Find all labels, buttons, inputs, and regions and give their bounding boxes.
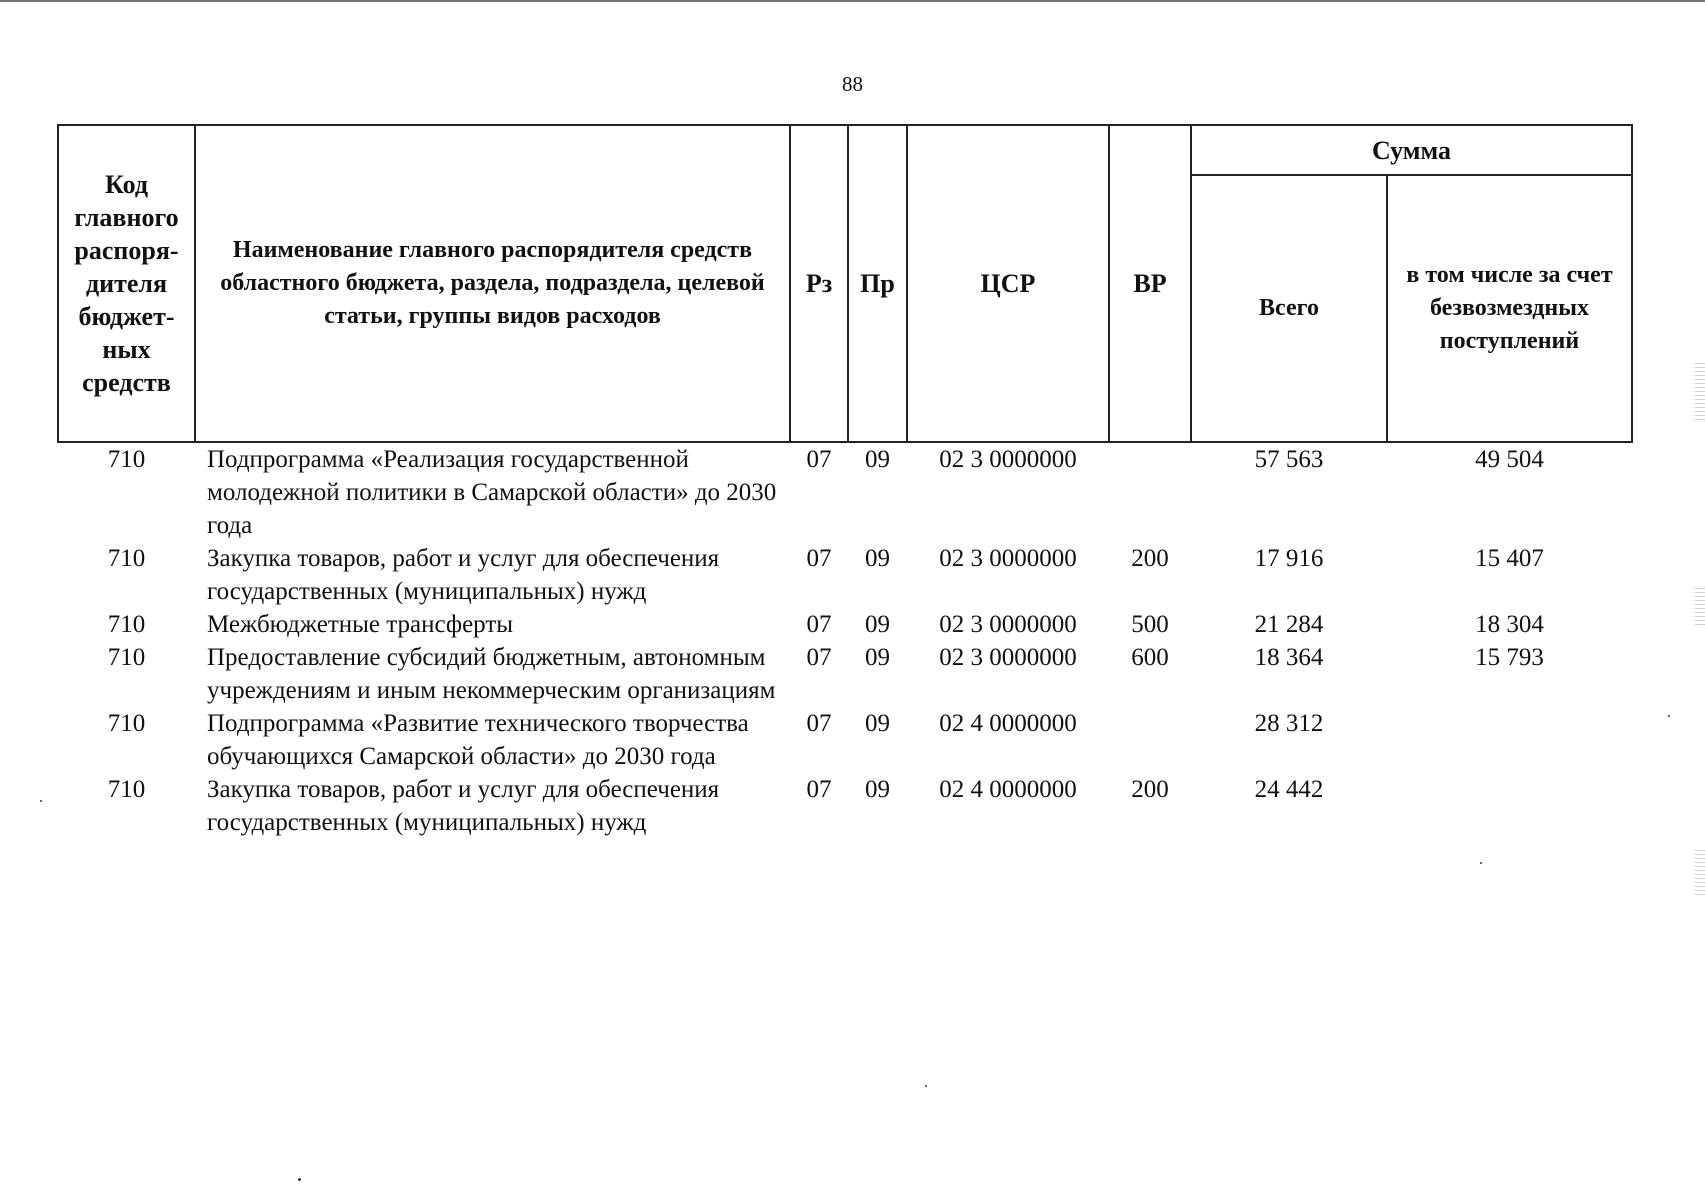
cell-pr: 09 <box>865 710 890 737</box>
cell-free <box>1387 707 1632 773</box>
scan-speck <box>40 800 42 802</box>
scan-edge-noise <box>1695 585 1705 625</box>
cell-code: 710 <box>107 644 146 671</box>
cell-code: 710 <box>107 710 146 737</box>
scan-speck <box>1668 715 1670 717</box>
header-row-top <box>58 125 1632 175</box>
cell-code: 710 <box>107 611 146 638</box>
cell-rz: 07 <box>806 611 832 638</box>
cell-free: 15 407 <box>1475 545 1544 572</box>
cell-rz: 07 <box>806 446 832 473</box>
cell-code: 710 <box>107 446 146 473</box>
cell-name: Подпрограмма «Развитие технического творчества обучающихся Самарской области» до 2030 года <box>207 710 749 770</box>
cell-vr: 200 <box>1131 545 1169 572</box>
page-number: 88 <box>842 72 863 96</box>
cell-name: Межбюджетные трансферты <box>207 611 514 638</box>
cell-pr: 09 <box>865 611 890 638</box>
cell-total: 57 563 <box>1254 446 1324 473</box>
cell-csr: 02 4 0000000 <box>939 776 1077 803</box>
cell-rz: 07 <box>806 545 832 572</box>
table-body <box>58 442 1632 839</box>
cell-pr: 09 <box>865 776 890 803</box>
table-row <box>58 542 1632 608</box>
table-row <box>58 773 1632 839</box>
header-free: в том числе за счет безвозмездных поступлений <box>1387 175 1632 442</box>
cell-name: Закупка товаров, работ и услуг для обеспечения государственных (муниципальных) нужд <box>207 776 720 836</box>
table-header <box>58 125 1632 442</box>
cell-rz: 07 <box>806 644 832 671</box>
cell-name: Закупка товаров, работ и услуг для обеспечения государственных (муниципальных) нужд <box>207 545 720 605</box>
cell-vr: 600 <box>1131 644 1169 671</box>
cell-name: Предоставление субсидий бюджетным, автономным учреждениям и иным некоммерческим организациям <box>207 644 776 704</box>
header-pr: Пр <box>848 125 907 442</box>
table-row <box>58 641 1632 707</box>
header-name: Наименование главного распорядителя средств областного бюджета, раздела, подраздела, целевой статьи, группы видов расходов <box>195 125 790 442</box>
cell-vr <box>1109 707 1191 773</box>
scan-speck <box>925 1085 927 1087</box>
header-vr: ВР <box>1109 125 1191 442</box>
cell-csr: 02 3 0000000 <box>939 545 1077 572</box>
cell-pr: 09 <box>865 446 890 473</box>
table-row <box>58 608 1632 641</box>
header-code: Код главного распоря-дителя бюджет-ных средств <box>58 125 195 442</box>
cell-free <box>1387 773 1632 839</box>
header-csr: ЦСР <box>907 125 1109 442</box>
cell-pr: 09 <box>865 545 890 572</box>
cell-vr: 200 <box>1131 776 1169 803</box>
cell-free: 49 504 <box>1475 446 1544 473</box>
scan-edge-noise <box>1695 360 1705 420</box>
table-row <box>58 707 1632 773</box>
cell-rz: 07 <box>806 776 832 803</box>
cell-csr: 02 4 0000000 <box>939 710 1077 737</box>
header-rz: Рз <box>790 125 848 442</box>
cell-total: 28 312 <box>1254 710 1324 737</box>
cell-free: 15 793 <box>1475 644 1544 671</box>
budget-table-container <box>57 124 1631 839</box>
cell-rz: 07 <box>806 710 832 737</box>
cell-csr: 02 3 0000000 <box>939 446 1077 473</box>
cell-vr: 500 <box>1131 611 1169 638</box>
cell-pr: 09 <box>865 644 890 671</box>
cell-code: 710 <box>107 776 146 803</box>
cell-csr: 02 3 0000000 <box>939 644 1077 671</box>
cell-total: 21 284 <box>1254 611 1324 638</box>
budget-table <box>57 124 1633 839</box>
cell-total: 24 442 <box>1254 776 1324 803</box>
cell-total: 18 364 <box>1254 644 1324 671</box>
cell-name: Подпрограмма «Реализация государственной молодежной политики в Самарской области» до 2030 года <box>207 446 777 539</box>
top-scan-rule <box>0 0 1705 2</box>
table-row <box>58 442 1632 542</box>
cell-csr: 02 3 0000000 <box>939 611 1077 638</box>
cell-free: 18 304 <box>1475 611 1544 638</box>
cell-code: 710 <box>107 545 146 572</box>
header-total: Всего <box>1191 175 1387 442</box>
cell-vr <box>1109 442 1191 542</box>
cell-total: 17 916 <box>1254 545 1324 572</box>
scan-edge-noise <box>1695 850 1705 895</box>
scan-speck <box>1480 862 1482 864</box>
scan-speck <box>298 1178 301 1181</box>
header-sum: Сумма <box>1191 125 1632 175</box>
